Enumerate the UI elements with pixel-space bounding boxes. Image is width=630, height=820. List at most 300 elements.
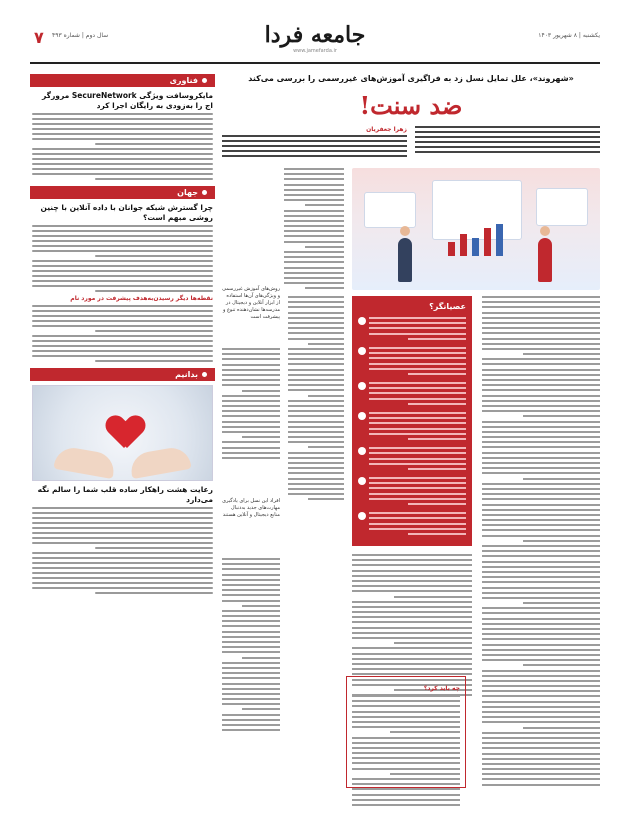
- text-line: [482, 306, 600, 308]
- text-line: [222, 563, 280, 565]
- text-line: [222, 348, 280, 350]
- article-body: [32, 113, 213, 180]
- text-line: [222, 150, 407, 152]
- text-line: [482, 421, 600, 423]
- text-line: [369, 517, 466, 519]
- person-figure: [398, 238, 412, 282]
- text-line: [352, 737, 460, 739]
- main-article: [222, 74, 600, 804]
- text-line: [482, 327, 600, 329]
- text-line: [222, 625, 280, 627]
- text-line: [222, 631, 280, 633]
- article-kicker: «شهروند»، علل تمایل نسل زد به فراگیری آموزش‌های غیررسمی را بررسی می‌کند: [248, 74, 574, 83]
- text-line: [284, 168, 344, 170]
- bar-mark: [484, 228, 491, 256]
- text-line: [288, 436, 344, 438]
- text-line: [222, 646, 280, 648]
- person-figure: [538, 238, 552, 282]
- text-line: [482, 711, 600, 713]
- text-column: [222, 558, 280, 734]
- section-bar: [30, 368, 215, 381]
- text-line: [222, 364, 280, 366]
- text-line: [222, 457, 280, 459]
- text-line: [352, 616, 472, 618]
- text-line: [288, 348, 344, 350]
- text-line: [222, 379, 280, 381]
- text-line: [32, 552, 213, 554]
- text-line: [308, 498, 344, 500]
- text-line: [408, 403, 466, 405]
- text-line: [32, 270, 213, 272]
- text-column: [284, 168, 344, 293]
- text-line: [369, 493, 466, 495]
- text-line: [482, 488, 600, 490]
- text-column: [288, 296, 344, 504]
- text-line: [222, 579, 280, 581]
- text-line: [482, 426, 600, 428]
- text-line: [32, 537, 213, 539]
- text-line: [482, 633, 600, 635]
- text-line: [288, 488, 344, 490]
- text-line: [32, 168, 213, 170]
- text-line: [369, 333, 466, 335]
- text-line: [482, 379, 600, 381]
- text-line: [32, 532, 213, 534]
- text-line: [288, 452, 344, 454]
- text-line: [32, 577, 213, 579]
- text-line: [369, 398, 466, 400]
- text-line: [390, 773, 460, 775]
- text-line: [482, 701, 600, 703]
- text-line: [482, 763, 600, 765]
- article-headline: چرا گسترش شبکه جوانان با داده آنلاین با چنین روشی مبهم است؟: [40, 203, 213, 222]
- text-line: [288, 317, 344, 319]
- text-line: [32, 123, 213, 125]
- digital-learning-illustration: [352, 168, 600, 290]
- text-line: [32, 260, 213, 262]
- text-line: [482, 654, 600, 656]
- text-line: [482, 778, 600, 780]
- issue-number: سال دوم | شماره ۴۹۳: [52, 32, 109, 39]
- section-label: فناوری: [169, 76, 198, 85]
- text-line: [32, 118, 213, 120]
- text-line: [352, 705, 460, 707]
- text-line: [369, 382, 466, 384]
- text-line: [352, 621, 472, 623]
- text-line: [222, 426, 280, 428]
- heart-icon: [107, 416, 141, 450]
- text-line: [369, 447, 466, 449]
- text-line: [390, 731, 460, 733]
- text-line: [32, 163, 213, 165]
- text-line: [32, 567, 213, 569]
- text-line: [482, 618, 600, 620]
- text-line: [482, 721, 600, 723]
- text-line: [369, 528, 466, 530]
- text-line: [284, 178, 344, 180]
- text-line: [482, 732, 600, 734]
- text-line: [222, 724, 280, 726]
- text-line: [222, 369, 280, 371]
- text-line: [32, 557, 213, 559]
- person-head: [540, 226, 550, 236]
- lead-column: [415, 126, 600, 160]
- bullet-text: [369, 512, 466, 538]
- text-line: [32, 522, 213, 524]
- text-line: [32, 350, 213, 352]
- text-line: [288, 369, 344, 371]
- text-line: [408, 438, 466, 440]
- text-line: [305, 246, 344, 248]
- text-line: [222, 714, 280, 716]
- text-line: [415, 136, 600, 138]
- text-line: [369, 412, 466, 414]
- pull-quote: افراد این نسل برای یادگیری مهارت‌های جدید به‌دنبال منابع دیجیتال و آنلاین هستند: [222, 498, 280, 518]
- text-line: [482, 514, 600, 516]
- article-headline: مایکروسافت ویژگی SecureNetwork مرورگر اج را به‌زودی به رایگان اجرا کرد: [41, 91, 213, 110]
- text-line: [352, 673, 472, 675]
- text-line: [284, 251, 344, 253]
- text-line: [222, 703, 280, 705]
- text-line: [352, 647, 472, 649]
- text-line: [284, 184, 344, 186]
- text-line: [288, 296, 344, 298]
- text-column: [222, 348, 280, 462]
- text-line: [284, 225, 344, 227]
- text-line: [369, 523, 466, 525]
- text-line: [482, 680, 600, 682]
- text-line: [222, 140, 407, 142]
- article-body-area: [222, 168, 600, 788]
- text-line: [222, 636, 280, 638]
- text-line: [482, 395, 600, 397]
- text-line: [352, 788, 460, 790]
- text-line: [352, 721, 460, 723]
- text-line: [352, 747, 460, 749]
- text-line: [288, 327, 344, 329]
- text-line: [482, 472, 600, 474]
- text-line: [369, 352, 466, 354]
- text-line: [288, 457, 344, 459]
- text-line: [482, 737, 600, 739]
- text-line: [482, 587, 600, 589]
- text-line: [32, 587, 213, 589]
- box-bullet: [358, 382, 466, 408]
- text-line: [415, 146, 600, 148]
- text-line: [32, 158, 213, 160]
- text-line: [32, 315, 213, 317]
- text-line: [369, 347, 466, 349]
- text-line: [32, 345, 213, 347]
- text-line: [352, 658, 472, 660]
- text-line: [222, 374, 280, 376]
- text-line: [352, 564, 472, 566]
- text-line: [32, 148, 213, 150]
- text-line: [284, 220, 344, 222]
- text-line: [284, 241, 344, 243]
- text-line: [352, 627, 472, 629]
- text-line: [32, 562, 213, 564]
- text-line: [95, 330, 213, 332]
- section-world: [30, 186, 215, 362]
- text-line: [482, 706, 600, 708]
- text-line: [32, 230, 213, 232]
- text-line: [95, 592, 213, 594]
- text-line: [32, 355, 213, 357]
- text-line: [482, 369, 600, 371]
- section-label: جهان: [177, 188, 198, 197]
- screen-panel: [536, 188, 588, 226]
- text-line: [288, 389, 344, 391]
- text-line: [352, 799, 460, 801]
- text-line: [352, 570, 472, 572]
- article-body: [32, 225, 213, 292]
- text-line: [482, 644, 600, 646]
- text-line: [369, 417, 466, 419]
- text-line: [352, 716, 460, 718]
- bullet-icon: [202, 190, 207, 195]
- text-line: [288, 379, 344, 381]
- text-line: [95, 255, 213, 257]
- text-line: [482, 607, 600, 609]
- text-line: [482, 550, 600, 552]
- text-line: [369, 482, 466, 484]
- heart-photo: [32, 385, 213, 481]
- text-line: [222, 651, 280, 653]
- text-line: [482, 571, 600, 573]
- text-line: [284, 267, 344, 269]
- text-line: [222, 353, 280, 355]
- text-line: [288, 332, 344, 334]
- text-line: [288, 441, 344, 443]
- bullet-icon: [358, 412, 366, 420]
- text-line: [288, 405, 344, 407]
- text-line: [32, 512, 213, 514]
- hand-icon: [128, 445, 191, 479]
- bullet-icon: [358, 382, 366, 390]
- text-line: [482, 768, 600, 770]
- bullet-text: [369, 382, 466, 408]
- box-bullet: [358, 447, 466, 473]
- text-line: [32, 320, 213, 322]
- text-line: [308, 343, 344, 345]
- text-line: [352, 575, 472, 577]
- text-line: [482, 446, 600, 448]
- text-line: [352, 757, 460, 759]
- masthead-rule: [30, 62, 600, 64]
- text-line: [415, 126, 600, 128]
- text-line: [482, 343, 600, 345]
- text-line: [284, 272, 344, 274]
- text-line: [222, 431, 280, 433]
- text-line: [482, 519, 600, 521]
- bar-mark: [448, 242, 455, 256]
- text-line: [32, 128, 213, 130]
- text-line: [222, 693, 280, 695]
- text-line: [308, 446, 344, 448]
- text-line: [352, 601, 472, 603]
- text-line: [482, 716, 600, 718]
- text-line: [288, 493, 344, 495]
- text-line: [352, 762, 460, 764]
- text-line: [482, 405, 600, 407]
- text-line: [369, 422, 466, 424]
- text-line: [482, 612, 600, 614]
- text-line: [369, 368, 466, 370]
- text-line: [482, 441, 600, 443]
- text-line: [352, 637, 472, 639]
- text-line: [352, 742, 460, 744]
- text-line: [482, 358, 600, 360]
- text-line: [523, 602, 600, 604]
- text-line: [288, 353, 344, 355]
- text-line: [415, 141, 600, 143]
- text-line: [482, 462, 600, 464]
- text-line: [482, 555, 600, 557]
- text-line: [32, 280, 213, 282]
- text-line: [408, 533, 466, 535]
- author-name: زهرا جعفریان: [366, 126, 407, 133]
- text-line: [222, 400, 280, 402]
- text-line: [222, 615, 280, 617]
- text-line: [222, 395, 280, 397]
- text-line: [482, 389, 600, 391]
- text-line: [523, 664, 600, 666]
- bar-mark: [472, 238, 479, 256]
- text-line: [369, 433, 466, 435]
- article-lead: [222, 126, 600, 160]
- text-line: [222, 672, 280, 674]
- text-line: [288, 306, 344, 308]
- text-line: [523, 478, 600, 480]
- text-line: [288, 426, 344, 428]
- text-line: [284, 235, 344, 237]
- article-body: [32, 507, 213, 594]
- text-line: [408, 373, 466, 375]
- text-line: [482, 753, 600, 755]
- text-line: [242, 390, 280, 392]
- text-line: [352, 783, 460, 785]
- text-line: [32, 235, 213, 237]
- masthead: [30, 22, 600, 66]
- bullet-icon: [358, 317, 366, 325]
- article-subhead: نقطه‌ها دیگر رسیدن‌به‌هدف پیشرفت در مورد نام: [70, 295, 213, 302]
- sidebar-box: [352, 296, 472, 546]
- text-line: [242, 708, 280, 710]
- text-line: [482, 410, 600, 412]
- person-head: [400, 226, 410, 236]
- text-line: [482, 576, 600, 578]
- text-line: [482, 338, 600, 340]
- text-line: [482, 623, 600, 625]
- text-line: [284, 256, 344, 258]
- logo-text: جامعه فردا: [264, 22, 366, 48]
- text-line: [288, 431, 344, 433]
- text-line: [32, 517, 213, 519]
- text-line: [222, 683, 280, 685]
- text-line: [32, 335, 213, 337]
- box-title: چه باید کرد؟: [423, 685, 460, 692]
- text-line: [482, 670, 600, 672]
- text-line: [352, 590, 472, 592]
- text-line: [369, 512, 466, 514]
- text-line: [482, 784, 600, 786]
- text-line: [482, 317, 600, 319]
- text-line: [352, 778, 460, 780]
- text-line: [288, 421, 344, 423]
- screen-panel: [432, 180, 522, 240]
- bullet-text: [369, 317, 466, 343]
- text-line: [32, 153, 213, 155]
- text-line: [352, 585, 472, 587]
- bullet-icon: [358, 447, 366, 455]
- text-line: [222, 594, 280, 596]
- text-line: [284, 189, 344, 191]
- text-line: [32, 275, 213, 277]
- text-line: [222, 558, 280, 560]
- text-line: [482, 509, 600, 511]
- text-line: [222, 447, 280, 449]
- text-line: [523, 353, 600, 355]
- text-line: [482, 649, 600, 651]
- text-line: [95, 290, 213, 292]
- text-line: [352, 804, 460, 806]
- pull-quote: روش‌های آموزش غیررسمی و ویژگی‌های آن‌ها استفاده از ابزار آنلاین و دیجیتال در مدرسه‌ها نشان‌دهنده تنوع و پیشرفت است: [222, 286, 280, 320]
- text-line: [284, 230, 344, 232]
- text-line: [222, 568, 280, 570]
- text-line: [284, 194, 344, 196]
- text-line: [222, 667, 280, 669]
- box-bullet: [358, 412, 466, 443]
- text-line: [482, 545, 600, 547]
- text-line: [352, 668, 472, 670]
- text-line: [369, 498, 466, 500]
- page-number: ۷: [34, 28, 44, 47]
- text-line: [222, 145, 407, 147]
- text-line: [369, 487, 466, 489]
- text-line: [482, 690, 600, 692]
- text-line: [32, 173, 213, 175]
- text-line: [482, 592, 600, 594]
- text-line: [482, 493, 600, 495]
- text-line: [32, 265, 213, 267]
- text-line: [482, 400, 600, 402]
- text-line: [284, 282, 344, 284]
- text-line: [288, 358, 344, 360]
- text-line: [369, 357, 466, 359]
- text-line: [482, 363, 600, 365]
- text-line: [352, 711, 460, 713]
- text-line: [369, 477, 466, 479]
- text-line: [32, 507, 213, 509]
- bullet-text: [369, 477, 466, 508]
- text-line: [482, 436, 600, 438]
- text-line: [352, 726, 460, 728]
- text-line: [222, 358, 280, 360]
- text-line: [288, 338, 344, 340]
- text-line: [32, 340, 213, 342]
- text-line: [352, 768, 460, 770]
- text-line: [369, 317, 466, 319]
- text-line: [222, 610, 280, 612]
- article-title: ضد سنت!: [359, 91, 463, 120]
- text-line: [394, 596, 472, 598]
- text-line: [32, 113, 213, 115]
- text-line: [288, 301, 344, 303]
- text-line: [369, 458, 466, 460]
- text-line: [482, 742, 600, 744]
- text-line: [288, 400, 344, 402]
